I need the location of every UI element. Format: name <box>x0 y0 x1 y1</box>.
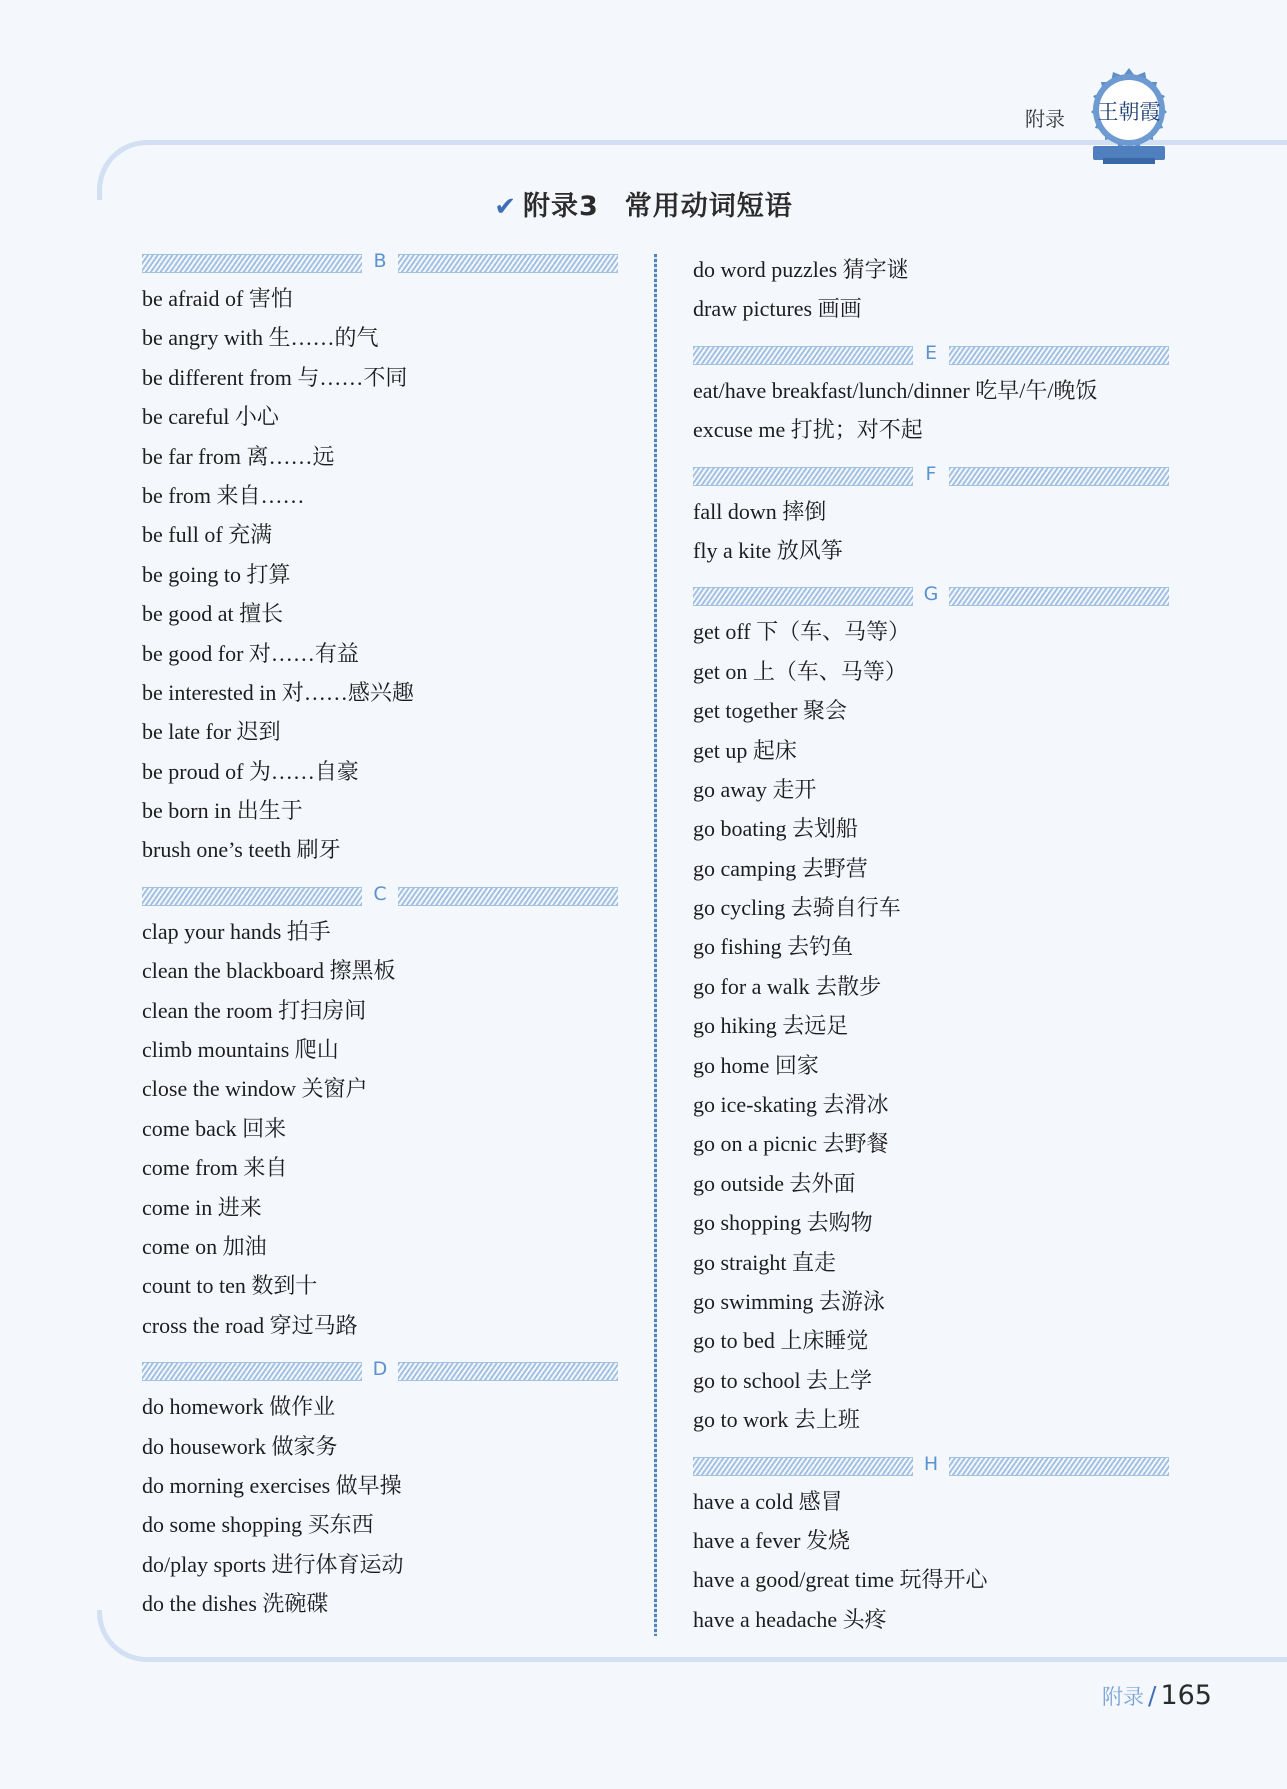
phrase-item: go camping 去野营 <box>693 855 868 881</box>
section-header <box>693 463 1169 486</box>
phrase-item: come in 进来 <box>142 1194 262 1220</box>
phrase-item: be full of 充满 <box>142 522 273 548</box>
phrase-item: climb mountains 爬山 <box>142 1037 339 1063</box>
phrase-item: be afraid of 害怕 <box>142 286 293 311</box>
section-header <box>693 583 1169 606</box>
column-divider <box>654 254 657 1636</box>
phrase-item: do some shopping 买东西 <box>142 1512 374 1538</box>
phrase-item: go cycling 去骑自行车 <box>693 895 901 921</box>
phrase-item: clap your hands 拍手 <box>142 918 331 944</box>
phrase-item: be angry with 生……的气 <box>142 325 379 351</box>
phrase-item: close the window 关窗户 <box>142 1076 368 1102</box>
section-header <box>142 1358 618 1381</box>
section-header <box>142 250 618 273</box>
phrase-item: go away 走开 <box>693 776 817 802</box>
check-icon: ✔ <box>494 192 517 222</box>
phrase-item: count to ten 数到十 <box>142 1273 318 1299</box>
phrase-item: go outside 去外面 <box>693 1170 856 1196</box>
phrase-item: be from 来自…… <box>142 482 305 508</box>
phrase-item: clean the room 打扫房间 <box>142 997 367 1023</box>
seal-logo <box>1083 66 1175 168</box>
phrase-item: get on 上（车、马等） <box>693 658 907 684</box>
phrase-item: excuse me 打扰；对不起 <box>693 417 923 443</box>
section-letter: F <box>925 462 937 485</box>
phrase-item: be far from 离……远 <box>142 443 335 469</box>
section-gap <box>693 329 1169 342</box>
phrase-item: eat/have breakfast/lunch/dinner 吃早/午/晚饭 <box>693 377 1098 403</box>
phrase-item: go to school 去上学 <box>693 1367 873 1393</box>
phrase-item: be going to 打算 <box>142 561 291 587</box>
section-gap <box>693 1440 1169 1453</box>
phrase-item: go hiking 去远足 <box>693 1013 849 1039</box>
phrase-item: have a cold 感冒 <box>693 1488 843 1514</box>
phrase-item: do morning exercises 做早操 <box>142 1472 402 1498</box>
phrase-item: go for a walk 去散步 <box>693 973 882 999</box>
phrase-item: go on a picnic 去野餐 <box>693 1131 889 1157</box>
phrase-item: do homework 做作业 <box>142 1394 336 1420</box>
phrase-item: go home 回家 <box>693 1052 819 1078</box>
page-footer <box>1102 1680 1212 1711</box>
phrase-item: go straight 直走 <box>693 1249 836 1275</box>
section-gap <box>142 1345 618 1358</box>
header-label: 附录 <box>1025 107 1065 131</box>
phrase-item: do the dishes 洗碗碟 <box>142 1591 329 1617</box>
phrase-item: have a fever 发烧 <box>693 1527 850 1553</box>
phrase-item: get up 起床 <box>693 737 797 763</box>
phrase-item: be good for 对……有益 <box>142 640 359 666</box>
left-column <box>142 250 618 1624</box>
section-header <box>142 883 618 906</box>
phrase-item: do word puzzles 猜字谜 <box>693 257 909 282</box>
phrase-item: do/play sports 进行体育运动 <box>142 1551 404 1577</box>
phrase-item: get off 下（车、马等） <box>693 619 911 645</box>
phrase-item: be proud of 为……自豪 <box>142 758 359 784</box>
phrase-item: be interested in 对……感兴趣 <box>142 679 414 705</box>
phrase-item: go to bed 上床睡觉 <box>693 1328 869 1354</box>
phrase-item: be good at 擅长 <box>142 601 284 627</box>
footer-label: 附录 <box>1102 1685 1144 1709</box>
section-letter: B <box>373 250 387 272</box>
phrase-item: come on 加油 <box>142 1233 267 1259</box>
svg-text:王朝霞: 王朝霞 <box>1097 100 1161 124</box>
page-number: 165 <box>1160 1680 1212 1711</box>
phrase-item: go boating 去划船 <box>693 816 858 842</box>
phrase-item: brush one’s teeth 刷牙 <box>142 837 341 863</box>
phrase-item: do housework 做家务 <box>142 1433 338 1459</box>
section-gap <box>693 570 1169 583</box>
footer-separator: / <box>1148 1681 1157 1710</box>
section-gap <box>142 870 618 883</box>
phrase-item: go shopping 去购物 <box>693 1210 873 1236</box>
section-letter: C <box>373 882 387 905</box>
phrase-item: get together 聚会 <box>693 698 847 724</box>
page-title <box>0 184 1287 223</box>
phrase-item: cross the road 穿过马路 <box>142 1312 358 1338</box>
frame-gap <box>95 200 103 1610</box>
phrase-item: go fishing 去钓鱼 <box>693 934 854 960</box>
phrase-item: be late for 迟到 <box>142 719 281 745</box>
phrase-item: draw pictures 画画 <box>693 296 862 322</box>
phrase-item: go to work 去上班 <box>693 1407 860 1433</box>
phrase-item: come back 回来 <box>142 1115 287 1141</box>
appendix-number: 附录3 <box>523 191 599 222</box>
phrase-item: go ice-skating 去滑冰 <box>693 1092 889 1118</box>
section-letter: D <box>372 1358 388 1381</box>
section-header <box>693 1453 1169 1476</box>
phrase-item: have a good/great time 玩得开心 <box>693 1567 988 1593</box>
section-letter: H <box>923 1452 939 1475</box>
phrase-item: clean the blackboard 擦黑板 <box>142 958 396 984</box>
phrase-item: fall down 摔倒 <box>693 498 827 524</box>
section-header <box>693 342 1169 365</box>
section-letter: G <box>923 583 939 606</box>
phrase-item: come from 来自 <box>142 1155 288 1181</box>
phrase-item: fly a kite 放风筝 <box>693 537 843 563</box>
phrase-item: have a headache 头疼 <box>693 1606 887 1632</box>
phrase-item: be different from 与……不同 <box>142 364 408 390</box>
section-letter: E <box>924 341 937 364</box>
phrase-item: go swimming 去游泳 <box>693 1288 885 1314</box>
appendix-title: 常用动词短语 <box>624 191 793 222</box>
phrase-item: be born in 出生于 <box>142 798 303 824</box>
right-column <box>693 250 1169 1639</box>
phrase-item: be careful 小心 <box>142 404 279 430</box>
section-gap <box>693 450 1169 463</box>
